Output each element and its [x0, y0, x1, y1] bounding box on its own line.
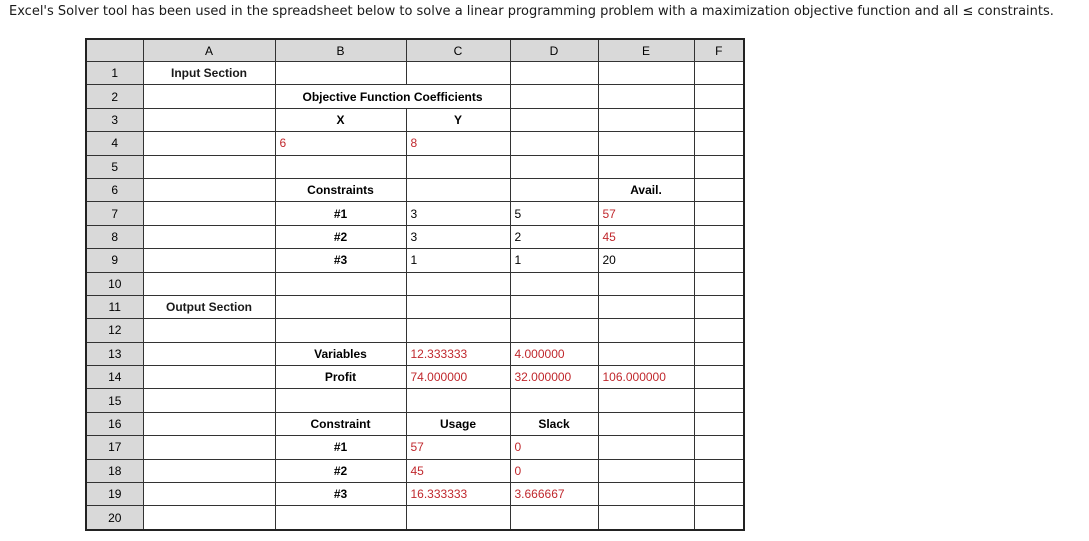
cell-b7[interactable]: #1 — [275, 202, 406, 225]
cell-e18[interactable] — [598, 459, 694, 482]
cell-f17[interactable] — [694, 436, 744, 459]
row-header[interactable]: 13 — [86, 342, 143, 365]
cell-b9[interactable]: #3 — [275, 249, 406, 272]
cell-a9[interactable] — [143, 249, 275, 272]
row-header[interactable]: 4 — [86, 132, 143, 155]
row-header[interactable]: 15 — [86, 389, 143, 412]
cell-a7[interactable] — [143, 202, 275, 225]
cell-d16[interactable]: Slack — [510, 412, 598, 435]
cell-e11[interactable] — [598, 295, 694, 318]
cell-a1[interactable]: Input Section — [143, 62, 275, 85]
cell-b18[interactable]: #2 — [275, 459, 406, 482]
cell-f19[interactable] — [694, 483, 744, 506]
cell-f15[interactable] — [694, 389, 744, 412]
cell-f20[interactable] — [694, 506, 744, 530]
cell-d18[interactable]: 0 — [510, 459, 598, 482]
cell-c14[interactable]: 74.000000 — [406, 366, 510, 389]
cell-e4[interactable] — [598, 132, 694, 155]
cell-c6[interactable] — [406, 178, 510, 201]
cell-c15[interactable] — [406, 389, 510, 412]
row-18 — [86, 459, 744, 482]
cell-d2[interactable] — [510, 85, 598, 108]
row-header[interactable]: 1 — [86, 62, 143, 85]
cell-e20[interactable] — [598, 506, 694, 530]
cell-b13[interactable]: Variables — [275, 342, 406, 365]
cell-e19[interactable] — [598, 483, 694, 506]
cell-a4[interactable] — [143, 132, 275, 155]
cell-b6[interactable]: Constraints — [275, 178, 406, 201]
cell-c13[interactable]: 12.333333 — [406, 342, 510, 365]
corner-cell[interactable] — [86, 39, 143, 62]
cell-f1[interactable] — [694, 62, 744, 85]
cell-d11[interactable] — [510, 295, 598, 318]
row-10 — [86, 272, 744, 295]
cell-e10[interactable] — [598, 272, 694, 295]
row-20 — [86, 506, 744, 530]
cell-f10[interactable] — [694, 272, 744, 295]
row-header[interactable]: 8 — [86, 225, 143, 248]
row-6 — [86, 178, 744, 201]
problem-statement: Excel's Solver tool has been used in the spreadsheet below to solve a linear programming problem with a maximization objective function and all ≤ constraints. — [9, 4, 1054, 19]
cell-c8[interactable]: 3 — [406, 225, 510, 248]
cell-b12[interactable] — [275, 319, 406, 342]
cell-b3[interactable]: X — [275, 108, 406, 131]
cell-e3[interactable] — [598, 108, 694, 131]
cell-f13[interactable] — [694, 342, 744, 365]
cell-b5[interactable] — [275, 155, 406, 178]
row-header[interactable]: 3 — [86, 108, 143, 131]
cell-b10[interactable] — [275, 272, 406, 295]
row-19 — [86, 483, 744, 506]
row-3 — [86, 108, 744, 131]
cell-a12[interactable] — [143, 319, 275, 342]
cell-c5[interactable] — [406, 155, 510, 178]
column-header-a[interactable]: A — [143, 39, 275, 62]
row-5 — [86, 155, 744, 178]
row-2 — [86, 85, 744, 108]
cell-d3[interactable] — [510, 108, 598, 131]
cell-f18[interactable] — [694, 459, 744, 482]
row-9 — [86, 249, 744, 272]
cell-d12[interactable] — [510, 319, 598, 342]
cell-c3[interactable]: Y — [406, 108, 510, 131]
cell-d8[interactable]: 2 — [510, 225, 598, 248]
cell-a8[interactable] — [143, 225, 275, 248]
cell-d17[interactable]: 0 — [510, 436, 598, 459]
row-header[interactable]: 19 — [86, 483, 143, 506]
row-13 — [86, 342, 744, 365]
cell-e2[interactable] — [598, 85, 694, 108]
row-header[interactable]: 2 — [86, 85, 143, 108]
cell-b8[interactable]: #2 — [275, 225, 406, 248]
cell-c7[interactable]: 3 — [406, 202, 510, 225]
cell-a16[interactable] — [143, 412, 275, 435]
cell-b14[interactable]: Profit — [275, 366, 406, 389]
cell-e16[interactable] — [598, 412, 694, 435]
cell-f5[interactable] — [694, 155, 744, 178]
row-header[interactable]: 5 — [86, 155, 143, 178]
cell-e6[interactable]: Avail. — [598, 178, 694, 201]
cell-a15[interactable] — [143, 389, 275, 412]
row-17 — [86, 436, 744, 459]
cell-b19[interactable]: #3 — [275, 483, 406, 506]
row-7 — [86, 202, 744, 225]
cell-e7[interactable]: 57 — [598, 202, 694, 225]
row-header[interactable]: 10 — [86, 272, 143, 295]
cell-f12[interactable] — [694, 319, 744, 342]
spreadsheet — [85, 38, 745, 531]
row-header[interactable]: 6 — [86, 178, 143, 201]
cell-f4[interactable] — [694, 132, 744, 155]
cell-f9[interactable] — [694, 249, 744, 272]
cell-d5[interactable] — [510, 155, 598, 178]
cell-c11[interactable] — [406, 295, 510, 318]
row-12 — [86, 319, 744, 342]
row-header[interactable]: 17 — [86, 436, 143, 459]
cell-b16[interactable]: Constraint — [275, 412, 406, 435]
cell-e15[interactable] — [598, 389, 694, 412]
cell-d7[interactable]: 5 — [510, 202, 598, 225]
column-header-c[interactable]: C — [406, 39, 510, 62]
cell-d13[interactable]: 4.000000 — [510, 342, 598, 365]
cell-e14[interactable]: 106.000000 — [598, 366, 694, 389]
cell-f16[interactable] — [694, 412, 744, 435]
cell-d4[interactable] — [510, 132, 598, 155]
cell-e9[interactable]: 20 — [598, 249, 694, 272]
row-header[interactable]: 18 — [86, 459, 143, 482]
cell-a5[interactable] — [143, 155, 275, 178]
cell-d15[interactable] — [510, 389, 598, 412]
cell-f7[interactable] — [694, 202, 744, 225]
cell-e8[interactable]: 45 — [598, 225, 694, 248]
cell-a13[interactable] — [143, 342, 275, 365]
row-header[interactable]: 12 — [86, 319, 143, 342]
row-15 — [86, 389, 744, 412]
row-11 — [86, 295, 744, 318]
cell-a6[interactable] — [143, 178, 275, 201]
cell-d6[interactable] — [510, 178, 598, 201]
cell-c4[interactable]: 8 — [406, 132, 510, 155]
cell-e13[interactable] — [598, 342, 694, 365]
cell-a11[interactable]: Output Section — [143, 295, 275, 318]
row-header[interactable]: 7 — [86, 202, 143, 225]
cell-f11[interactable] — [694, 295, 744, 318]
row-4 — [86, 132, 744, 155]
row-8 — [86, 225, 744, 248]
cell-d9[interactable]: 1 — [510, 249, 598, 272]
column-header-row — [86, 39, 744, 62]
cell-c1[interactable] — [406, 62, 510, 85]
row-header[interactable]: 14 — [86, 366, 143, 389]
cell-d10[interactable] — [510, 272, 598, 295]
cell-d1[interactable] — [510, 62, 598, 85]
row-header[interactable]: 11 — [86, 295, 143, 318]
cell-c9[interactable]: 1 — [406, 249, 510, 272]
cell-b1[interactable] — [275, 62, 406, 85]
cell-f6[interactable] — [694, 178, 744, 201]
cell-a3[interactable] — [143, 108, 275, 131]
cell-c20[interactable] — [406, 506, 510, 530]
cell-f14[interactable] — [694, 366, 744, 389]
cell-d19[interactable]: 3.666667 — [510, 483, 598, 506]
row-header[interactable]: 9 — [86, 249, 143, 272]
cell-b15[interactable] — [275, 389, 406, 412]
row-16 — [86, 412, 744, 435]
column-header-b[interactable]: B — [275, 39, 406, 62]
cell-a18[interactable] — [143, 459, 275, 482]
cell-a20[interactable] — [143, 506, 275, 530]
cell-c16[interactable]: Usage — [406, 412, 510, 435]
row-1 — [86, 62, 744, 85]
column-header-f[interactable]: F — [694, 39, 744, 62]
row-header[interactable]: 20 — [86, 506, 143, 530]
cell-e17[interactable] — [598, 436, 694, 459]
cell-b20[interactable] — [275, 506, 406, 530]
cell-e5[interactable] — [598, 155, 694, 178]
cell-f3[interactable] — [694, 108, 744, 131]
cell-c18[interactable]: 45 — [406, 459, 510, 482]
cell-a2[interactable] — [143, 85, 275, 108]
cell-c12[interactable] — [406, 319, 510, 342]
cell-b11[interactable] — [275, 295, 406, 318]
cell-a17[interactable] — [143, 436, 275, 459]
cell-e12[interactable] — [598, 319, 694, 342]
cell-c17[interactable]: 57 — [406, 436, 510, 459]
row-14 — [86, 366, 744, 389]
cell-b2[interactable]: Objective Function Coefficients — [275, 85, 510, 108]
cell-f8[interactable] — [694, 225, 744, 248]
cell-c19[interactable]: 16.333333 — [406, 483, 510, 506]
cell-d20[interactable] — [510, 506, 598, 530]
column-header-d[interactable]: D — [510, 39, 598, 62]
cell-d14[interactable]: 32.000000 — [510, 366, 598, 389]
cell-e1[interactable] — [598, 62, 694, 85]
cell-f2[interactable] — [694, 85, 744, 108]
column-header-e[interactable]: E — [598, 39, 694, 62]
cell-a10[interactable] — [143, 272, 275, 295]
cell-b17[interactable]: #1 — [275, 436, 406, 459]
cell-a14[interactable] — [143, 366, 275, 389]
cell-b4[interactable]: 6 — [275, 132, 406, 155]
cell-c10[interactable] — [406, 272, 510, 295]
cell-a19[interactable] — [143, 483, 275, 506]
row-header[interactable]: 16 — [86, 412, 143, 435]
